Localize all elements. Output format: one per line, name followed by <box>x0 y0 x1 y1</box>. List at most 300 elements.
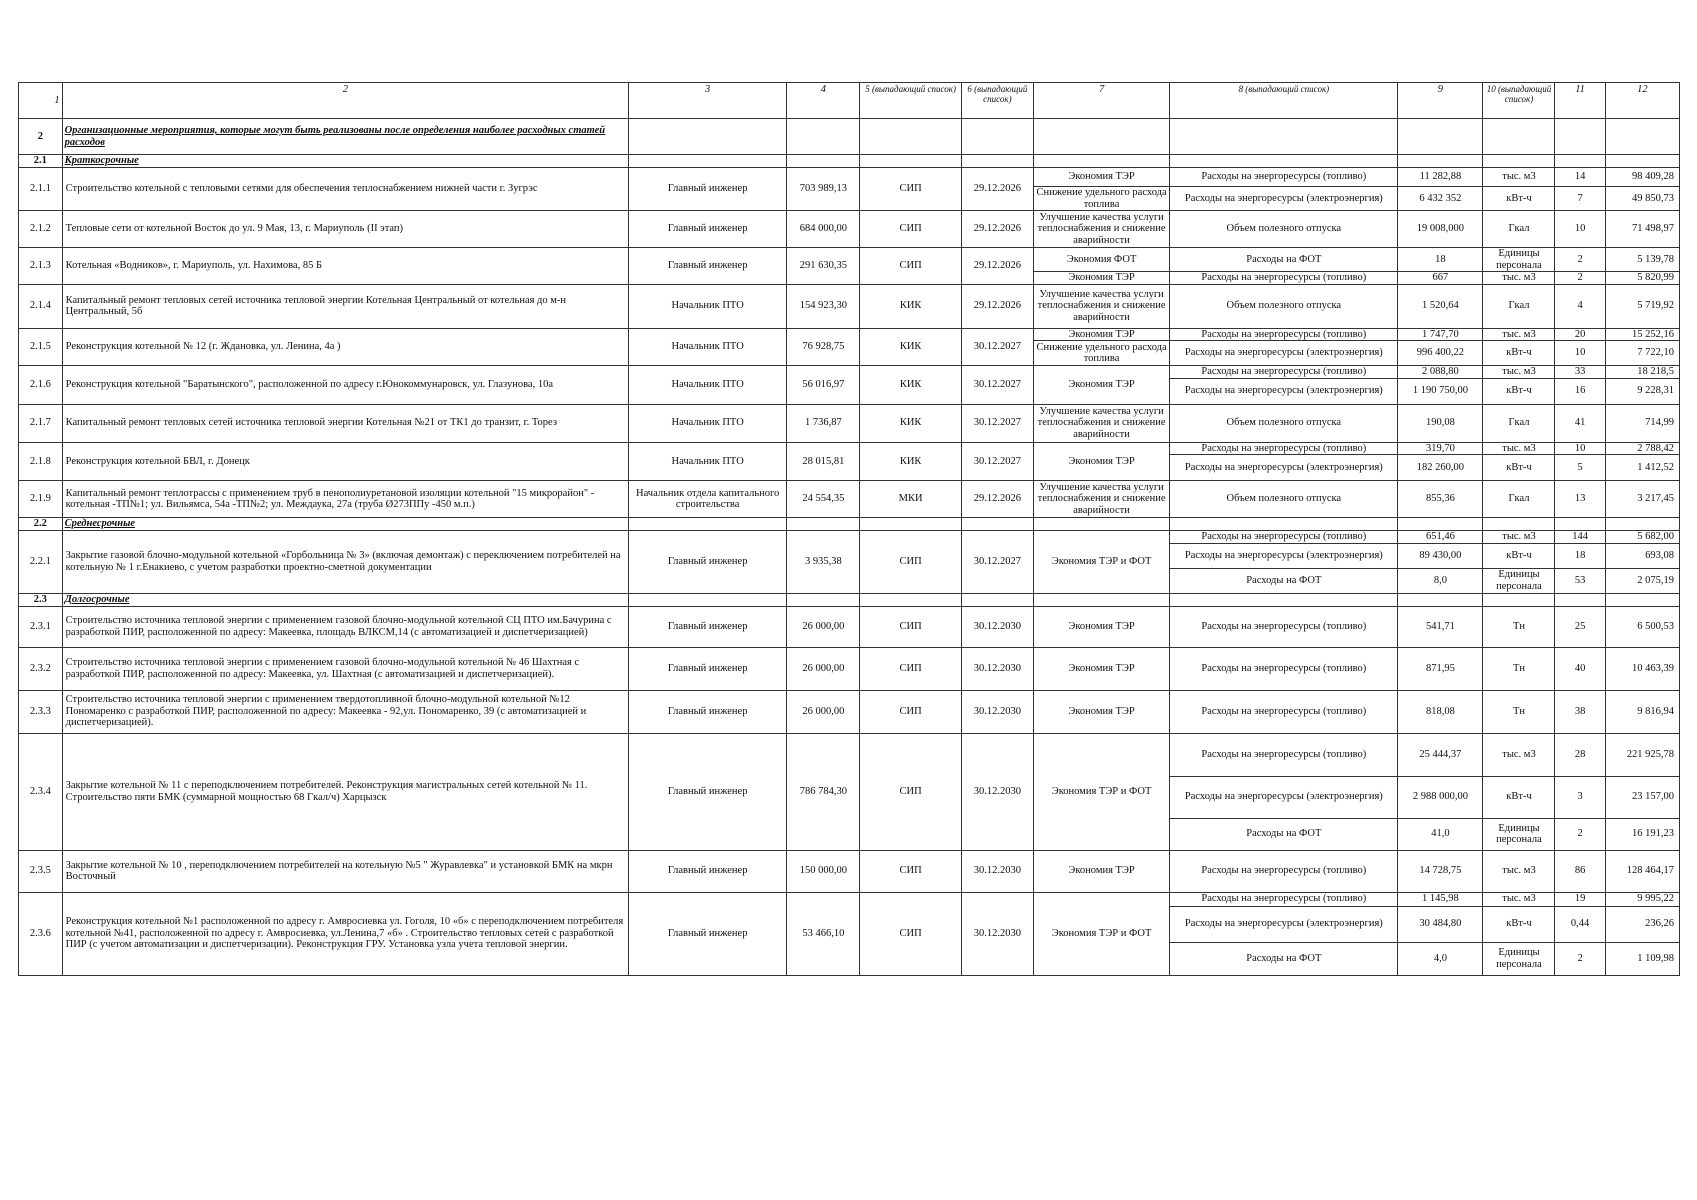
expense-item: Расходы на энергоресурсы (электроэнергия) <box>1170 543 1398 568</box>
table-row <box>19 284 1680 328</box>
responsible: Главный инженер <box>629 168 787 211</box>
funding-source: СИП <box>860 211 961 248</box>
responsible: Начальник ПТО <box>629 328 787 366</box>
expense-item: Расходы на энергоресурсы (электроэнергия) <box>1170 341 1398 366</box>
funding-source: КИК <box>860 328 961 366</box>
payback-period: 19 <box>1555 892 1605 906</box>
empty-cell <box>1398 518 1483 531</box>
saving: 18 218,5 <box>1605 366 1679 379</box>
volume: 2 088,80 <box>1398 366 1483 379</box>
saving: 2 788,42 <box>1605 442 1679 455</box>
expense-item: Расходы на энергоресурсы (топливо) <box>1170 606 1398 647</box>
empty-cell <box>787 119 860 155</box>
completion-date: 30.12.2030 <box>961 733 1033 850</box>
effect <box>1033 442 1169 481</box>
effect-text: Экономия ТЭР и ФОТ <box>1051 927 1152 939</box>
volume: 319,70 <box>1398 442 1483 455</box>
saving: 9 816,94 <box>1605 690 1679 733</box>
funding-source: СИП <box>860 248 961 285</box>
expense-item: Расходы на энергоресурсы (топливо) <box>1170 531 1398 544</box>
column-header-5: 5 (выпадающий список) <box>860 83 961 119</box>
saving: 221 925,78 <box>1605 733 1679 776</box>
table-row <box>19 248 1680 272</box>
expense-item: Расходы на энергоресурсы (электроэнергия) <box>1170 455 1398 481</box>
project-cost: 26 000,00 <box>787 606 860 647</box>
expense-item: Расходы на энергоресурсы (электроэнергия) <box>1170 776 1398 818</box>
table-row <box>19 531 1680 544</box>
unit: тыс. м3 <box>1483 328 1555 341</box>
volume: 18 <box>1398 248 1483 272</box>
saving: 1 109,98 <box>1605 942 1679 975</box>
saving: 5 139,78 <box>1605 248 1679 272</box>
volume: 89 430,00 <box>1398 543 1483 568</box>
volume: 818,08 <box>1398 690 1483 733</box>
project-cost: 684 000,00 <box>787 211 860 248</box>
project-name: Котельная «Водников», г. Мариуполь, ул. Нахимова, 85 Б <box>62 248 628 285</box>
saving: 5 820,99 <box>1605 272 1679 285</box>
funding-source: СИП <box>860 850 961 892</box>
project-cost: 703 989,13 <box>787 168 860 211</box>
empty-cell <box>629 119 787 155</box>
empty-cell <box>860 518 961 531</box>
empty-cell <box>1605 593 1679 606</box>
empty-cell <box>1605 518 1679 531</box>
volume: 1 190 750,00 <box>1398 378 1483 404</box>
project-cost: 56 016,97 <box>787 366 860 405</box>
expense-item: Расходы на энергоресурсы (электроэнергия) <box>1170 906 1398 942</box>
funding-source: СИП <box>860 892 961 975</box>
completion-date: 30.12.2027 <box>961 404 1033 442</box>
payback-period: 4 <box>1555 284 1605 328</box>
responsible: Главный инженер <box>629 531 787 594</box>
empty-cell <box>787 518 860 531</box>
expense-item: Расходы на энергоресурсы (топливо) <box>1170 328 1398 341</box>
section-title <box>62 119 628 155</box>
funding-source: КИК <box>860 404 961 442</box>
volume: 996 400,22 <box>1398 341 1483 366</box>
table-row <box>19 366 1680 379</box>
unit: Единицы персонала <box>1483 568 1555 593</box>
volume: 651,46 <box>1398 531 1483 544</box>
unit: кВт-ч <box>1483 455 1555 481</box>
payback-period: 144 <box>1555 531 1605 544</box>
payback-period: 14 <box>1555 168 1605 187</box>
table-body <box>19 83 1680 976</box>
effect-text: Экономия ТЭР <box>1068 379 1135 390</box>
section-title-text: Среднесрочные <box>64 518 136 530</box>
empty-cell <box>1033 155 1169 168</box>
empty-cell <box>1483 119 1555 155</box>
volume: 19 008,000 <box>1398 211 1483 248</box>
funding-source: КИК <box>860 284 961 328</box>
project-number: 2.3.4 <box>19 733 63 850</box>
saving: 714,99 <box>1605 404 1679 442</box>
expense-item: Объем полезного отпуска <box>1170 404 1398 442</box>
project-cost: 1 736,87 <box>787 404 860 442</box>
project-cost: 53 466,10 <box>787 892 860 975</box>
completion-date: 29.12.2026 <box>961 284 1033 328</box>
effect-text: Экономия ТЭР и ФОТ <box>1051 556 1152 567</box>
empty-cell <box>787 155 860 168</box>
unit: Гкал <box>1483 404 1555 442</box>
unit: Тн <box>1483 606 1555 647</box>
empty-cell <box>961 518 1033 531</box>
volume: 8,0 <box>1398 568 1483 593</box>
empty-cell <box>1398 593 1483 606</box>
saving: 2 075,19 <box>1605 568 1679 593</box>
empty-cell <box>860 593 961 606</box>
project-number: 2.1.3 <box>19 248 63 285</box>
saving: 5 682,00 <box>1605 531 1679 544</box>
table-row <box>19 850 1680 892</box>
expense-item: Расходы на энергоресурсы (топливо) <box>1170 647 1398 690</box>
responsible: Главный инженер <box>629 733 787 850</box>
measures-table <box>18 82 1680 976</box>
saving: 71 498,97 <box>1605 211 1679 248</box>
project-number: 2.1.4 <box>19 284 63 328</box>
empty-cell <box>1555 593 1605 606</box>
column-header-7: 7 <box>1033 83 1169 119</box>
volume: 871,95 <box>1398 647 1483 690</box>
column-header-1: 1 <box>19 83 63 119</box>
empty-cell <box>1483 593 1555 606</box>
empty-cell <box>1033 593 1169 606</box>
completion-date: 30.12.2030 <box>961 690 1033 733</box>
section-title-text: Долгосрочные <box>64 593 130 605</box>
completion-date: 30.12.2027 <box>961 442 1033 481</box>
table-row <box>19 690 1680 733</box>
column-header-12: 12 <box>1605 83 1679 119</box>
empty-cell <box>1170 593 1398 606</box>
volume: 25 444,37 <box>1398 733 1483 776</box>
effect: Экономия ФОТ <box>1033 248 1169 272</box>
empty-cell <box>1555 518 1605 531</box>
expense-item: Расходы на энергоресурсы (электроэнергия) <box>1170 378 1398 404</box>
column-header-9: 9 <box>1398 83 1483 119</box>
effect: Снижение удельного расхода топлива <box>1033 187 1169 211</box>
effect <box>1033 531 1169 594</box>
table-row <box>19 647 1680 690</box>
table-row <box>19 211 1680 248</box>
unit: тыс. м3 <box>1483 442 1555 455</box>
project-name: Реконструкция котельной № 12 (г. Ждановка, ул. Ленина, 4а ) <box>62 328 628 366</box>
column-header-11: 11 <box>1555 83 1605 119</box>
effect <box>1033 366 1169 405</box>
unit: кВт-ч <box>1483 378 1555 404</box>
saving: 236,26 <box>1605 906 1679 942</box>
funding-source: МКИ <box>860 481 961 518</box>
responsible: Главный инженер <box>629 211 787 248</box>
saving: 7 722,10 <box>1605 341 1679 366</box>
payback-period: 16 <box>1555 378 1605 404</box>
column-header-10: 10 (выпадающий список) <box>1483 83 1555 119</box>
section-title-text: Краткосрочные <box>64 155 139 167</box>
saving: 16 191,23 <box>1605 818 1679 850</box>
effect <box>1033 404 1169 442</box>
payback-period: 53 <box>1555 568 1605 593</box>
project-number: 2.3.1 <box>19 606 63 647</box>
payback-period: 20 <box>1555 328 1605 341</box>
volume: 2 988 000,00 <box>1398 776 1483 818</box>
volume: 541,71 <box>1398 606 1483 647</box>
completion-date: 30.12.2030 <box>961 892 1033 975</box>
effect <box>1033 850 1169 892</box>
expense-item: Расходы на энергоресурсы (топливо) <box>1170 168 1398 187</box>
saving: 9 995,22 <box>1605 892 1679 906</box>
saving: 15 252,16 <box>1605 328 1679 341</box>
completion-date: 30.12.2030 <box>961 850 1033 892</box>
table-row <box>19 481 1680 518</box>
effect <box>1033 647 1169 690</box>
responsible: Начальник отдела капитального строительства <box>629 481 787 518</box>
unit: кВт-ч <box>1483 776 1555 818</box>
unit: Тн <box>1483 690 1555 733</box>
project-name: Реконструкция котельной БВЛ, г. Донецк <box>62 442 628 481</box>
section-row <box>19 593 1680 606</box>
funding-source: СИП <box>860 733 961 850</box>
section-number: 2.2 <box>19 518 63 531</box>
unit: тыс. м3 <box>1483 531 1555 544</box>
column-header-2: 2 <box>62 83 628 119</box>
empty-cell <box>961 119 1033 155</box>
expense-item: Расходы на ФОТ <box>1170 818 1398 850</box>
responsible: Главный инженер <box>629 606 787 647</box>
effect-text: Улучшение качества услуги теплоснабжения и снижение аварийности <box>1037 481 1166 516</box>
responsible: Начальник ПТО <box>629 442 787 481</box>
volume: 1 520,64 <box>1398 284 1483 328</box>
funding-source: КИК <box>860 366 961 405</box>
expense-item: Расходы на энергоресурсы (топливо) <box>1170 850 1398 892</box>
empty-cell <box>961 593 1033 606</box>
expense-item: Расходы на энергоресурсы (топливо) <box>1170 272 1398 285</box>
completion-date: 30.12.2027 <box>961 328 1033 366</box>
saving: 98 409,28 <box>1605 168 1679 187</box>
effect-text: Экономия ТЭР <box>1068 662 1135 674</box>
payback-period: 2 <box>1555 818 1605 850</box>
volume: 41,0 <box>1398 818 1483 850</box>
project-name: Закрытие котельной № 10 , переподключением потребителей на котельную №5 " Журавлевка" и установкой БМК на мкрн Восточный <box>62 850 628 892</box>
section-title <box>62 518 628 531</box>
section-title <box>62 593 628 606</box>
responsible: Главный инженер <box>629 850 787 892</box>
completion-date: 29.12.2026 <box>961 168 1033 211</box>
unit: Единицы персонала <box>1483 818 1555 850</box>
responsible: Начальник ПТО <box>629 404 787 442</box>
column-header-8: 8 (выпадающий список) <box>1170 83 1398 119</box>
table-row <box>19 328 1680 341</box>
unit: тыс. м3 <box>1483 366 1555 379</box>
project-name: Реконструкция котельной №1 расположенной по адресу г. Амвросиевка ул. Гоголя, 10 «б» с переподключением потребителя котельной №41, расположенной по адресу г. Амвросиевка, ул.Ленина,7 «б» . Строительство тепловых сетей с разработкой ПИР (с учетом автоматизации и диспетчеризации). Реконструкция ГРУ. Установка узла учета тепловой энергии. <box>62 892 628 975</box>
project-cost: 26 000,00 <box>787 647 860 690</box>
payback-period: 41 <box>1555 404 1605 442</box>
unit: тыс. м3 <box>1483 733 1555 776</box>
project-name: Капитальный ремонт тепловых сетей источника тепловой энергии Котельная №21 от ТК1 до транзит, г. Торез <box>62 404 628 442</box>
effect <box>1033 284 1169 328</box>
payback-period: 38 <box>1555 690 1605 733</box>
unit: кВт-ч <box>1483 341 1555 366</box>
volume: 4,0 <box>1398 942 1483 975</box>
expense-item: Расходы на ФОТ <box>1170 568 1398 593</box>
empty-cell <box>1398 119 1483 155</box>
effect <box>1033 892 1169 975</box>
effect: Экономия ТЭР <box>1033 272 1169 285</box>
unit: кВт-ч <box>1483 187 1555 211</box>
saving: 128 464,17 <box>1605 850 1679 892</box>
responsible: Начальник ПТО <box>629 366 787 405</box>
expense-item: Расходы на ФОТ <box>1170 248 1398 272</box>
expense-item: Расходы на энергоресурсы (топливо) <box>1170 442 1398 455</box>
volume: 30 484,80 <box>1398 906 1483 942</box>
saving: 9 228,31 <box>1605 378 1679 404</box>
responsible: Главный инженер <box>629 892 787 975</box>
project-number: 2.3.3 <box>19 690 63 733</box>
empty-cell <box>1170 119 1398 155</box>
responsible: Начальник ПТО <box>629 284 787 328</box>
project-number: 2.1.2 <box>19 211 63 248</box>
unit: кВт-ч <box>1483 906 1555 942</box>
column-header-4: 4 <box>787 83 860 119</box>
expense-item: Расходы на ФОТ <box>1170 942 1398 975</box>
project-name: Реконструкция котельной "Баратынского", расположенной по адресу г.Юнокоммунаровск, ул. Глазунова, 10а <box>62 366 628 405</box>
project-cost: 76 928,75 <box>787 328 860 366</box>
section-number: 2.3 <box>19 593 63 606</box>
empty-cell <box>1398 155 1483 168</box>
table-row <box>19 168 1680 187</box>
project-name: Строительство источника тепловой энергии с применением газовой блочно-модульной котельной СЦ ПТО им.Бачурина с разработкой ПИР, расположенной по адресу: Макеевка, площадь ВЛКСМ,14 (с автоматизацией и диспетчеризацией) <box>62 606 628 647</box>
completion-date: 30.12.2030 <box>961 606 1033 647</box>
volume: 14 728,75 <box>1398 850 1483 892</box>
section-number: 2 <box>19 119 63 155</box>
project-number: 2.1.7 <box>19 404 63 442</box>
project-name: Капитальный ремонт тепловых сетей источника тепловой энергии Котельная Центральный от котельная до м-н Центральный, 5б <box>62 284 628 328</box>
volume: 11 282,88 <box>1398 168 1483 187</box>
payback-period: 18 <box>1555 543 1605 568</box>
effect-text: Улучшение качества услуги теплоснабжения и снижение аварийности <box>1037 211 1166 246</box>
volume: 6 432 352 <box>1398 187 1483 211</box>
effect-text: Улучшение качества услуги теплоснабжения и снижение аварийности <box>1037 405 1166 440</box>
responsible: Главный инженер <box>629 690 787 733</box>
section-title <box>62 155 628 168</box>
header-row <box>19 83 1680 119</box>
effect <box>1033 733 1169 850</box>
effect-text: Экономия ТЭР <box>1068 455 1135 467</box>
expense-item: Расходы на энергоресурсы (топливо) <box>1170 892 1398 906</box>
empty-cell <box>787 593 860 606</box>
empty-cell <box>1483 518 1555 531</box>
project-number: 2.2.1 <box>19 531 63 594</box>
empty-cell <box>1033 119 1169 155</box>
completion-date: 30.12.2030 <box>961 647 1033 690</box>
effect-text: Экономия ТЭР <box>1068 620 1135 632</box>
saving: 693,08 <box>1605 543 1679 568</box>
payback-period: 5 <box>1555 455 1605 481</box>
unit: кВт-ч <box>1483 543 1555 568</box>
payback-period: 28 <box>1555 733 1605 776</box>
project-cost: 291 630,35 <box>787 248 860 285</box>
responsible: Главный инженер <box>629 647 787 690</box>
project-cost: 3 935,38 <box>787 531 860 594</box>
project-number: 2.3.6 <box>19 892 63 975</box>
effect <box>1033 690 1169 733</box>
funding-source: СИП <box>860 647 961 690</box>
project-cost: 150 000,00 <box>787 850 860 892</box>
payback-period: 33 <box>1555 366 1605 379</box>
project-number: 2.1.1 <box>19 168 63 211</box>
table-row <box>19 733 1680 776</box>
payback-period: 2 <box>1555 272 1605 285</box>
saving: 6 500,53 <box>1605 606 1679 647</box>
volume: 1 747,70 <box>1398 328 1483 341</box>
unit: тыс. м3 <box>1483 892 1555 906</box>
saving: 3 217,45 <box>1605 481 1679 518</box>
unit: Гкал <box>1483 211 1555 248</box>
project-name: Закрытие газовой блочно-модульной котельной «Горбольница № 3» (включая демонтаж) с переключением потребителей на котельную № 1 г.Енакиево, с учетом разработки проектно-сметной документации <box>62 531 628 594</box>
project-cost: 154 923,30 <box>787 284 860 328</box>
effect: Снижение удельного расхода топлива <box>1033 341 1169 366</box>
expense-item: Объем полезного отпуска <box>1170 284 1398 328</box>
section-row <box>19 155 1680 168</box>
effect <box>1033 481 1169 518</box>
empty-cell <box>1170 518 1398 531</box>
effect <box>1033 606 1169 647</box>
effect-text: Экономия ТЭР и ФОТ <box>1051 785 1152 797</box>
column-header-3: 3 <box>629 83 787 119</box>
saving: 5 719,92 <box>1605 284 1679 328</box>
empty-cell <box>1555 155 1605 168</box>
saving: 10 463,39 <box>1605 647 1679 690</box>
volume: 667 <box>1398 272 1483 285</box>
completion-date: 29.12.2026 <box>961 211 1033 248</box>
payback-period: 0,44 <box>1555 906 1605 942</box>
effect-text: Экономия ТЭР <box>1068 705 1135 717</box>
empty-cell <box>961 155 1033 168</box>
effect: Экономия ТЭР <box>1033 328 1169 341</box>
volume: 855,36 <box>1398 481 1483 518</box>
empty-cell <box>860 119 961 155</box>
project-number: 2.1.6 <box>19 366 63 405</box>
funding-source: СИП <box>860 606 961 647</box>
table-row <box>19 606 1680 647</box>
saving: 49 850,73 <box>1605 187 1679 211</box>
empty-cell <box>1170 155 1398 168</box>
volume: 1 145,98 <box>1398 892 1483 906</box>
expense-item: Расходы на энергоресурсы (топливо) <box>1170 690 1398 733</box>
project-number: 2.1.8 <box>19 442 63 481</box>
completion-date: 29.12.2026 <box>961 481 1033 518</box>
expense-item: Объем полезного отпуска <box>1170 211 1398 248</box>
payback-period: 3 <box>1555 776 1605 818</box>
volume: 190,08 <box>1398 404 1483 442</box>
empty-cell <box>1033 518 1169 531</box>
empty-cell <box>1605 119 1679 155</box>
project-number: 2.1.5 <box>19 328 63 366</box>
unit: Единицы персонала <box>1483 248 1555 272</box>
effect: Экономия ТЭР <box>1033 168 1169 187</box>
project-cost: 24 554,35 <box>787 481 860 518</box>
empty-cell <box>1483 155 1555 168</box>
empty-cell <box>629 593 787 606</box>
completion-date: 29.12.2026 <box>961 248 1033 285</box>
effect-text: Улучшение качества услуги теплоснабжения и снижение аварийности <box>1037 288 1166 323</box>
funding-source: СИП <box>860 531 961 594</box>
funding-source: СИП <box>860 168 961 211</box>
funding-source: СИП <box>860 690 961 733</box>
project-number: 2.1.9 <box>19 481 63 518</box>
completion-date: 30.12.2027 <box>961 366 1033 405</box>
empty-cell <box>1605 155 1679 168</box>
unit: Единицы персонала <box>1483 942 1555 975</box>
empty-cell <box>1555 119 1605 155</box>
